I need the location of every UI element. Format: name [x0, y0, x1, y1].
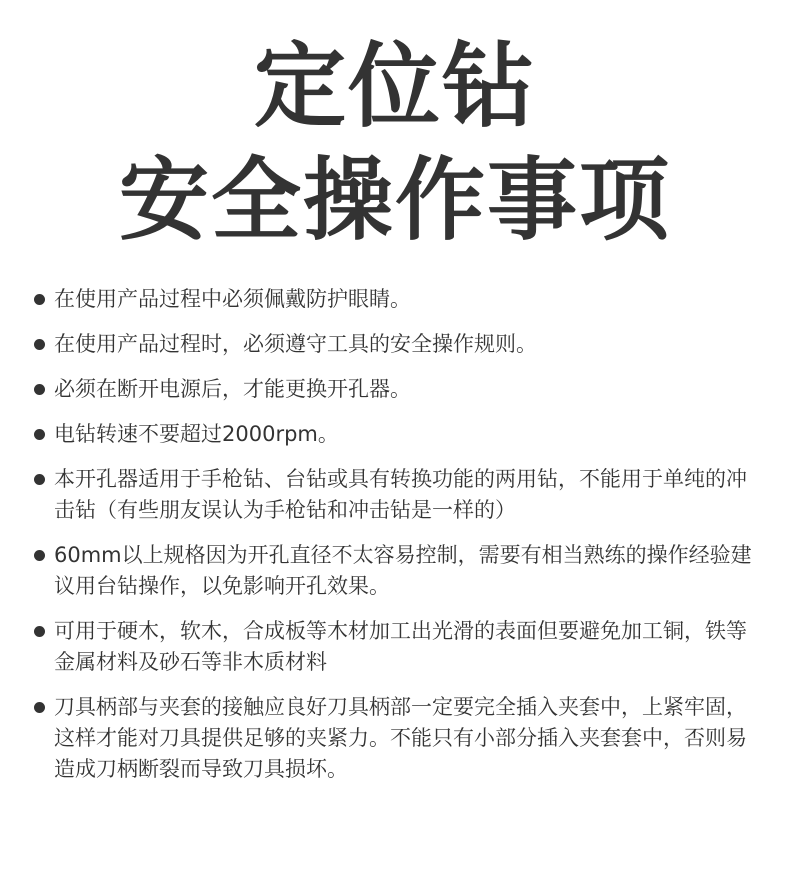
list-item-text: 本开孔器适用于手枪钻、台钻或具有转换功能的两用钻，不能用于单纯的冲击钻（有些朋友误认为手枪钻和冲击钻是一样的） [54, 467, 747, 522]
list-item-text: 必须在断开电源后，才能更换开孔器。 [54, 377, 411, 401]
page-title-line-2: 安全操作事项 [119, 148, 671, 253]
bullet-icon [34, 339, 45, 350]
list-item-text: 60mm以上规格因为开孔直径不太容易控制，需要有相当熟练的操作经验建议用台钻操作，以免影响开孔效果。 [54, 543, 752, 598]
list-item [30, 692, 760, 785]
list-item [30, 464, 760, 526]
list-item [30, 540, 760, 602]
bullet-icon [34, 384, 45, 395]
safety-items-list [30, 284, 760, 799]
bullet-icon [34, 474, 45, 485]
list-item [30, 329, 760, 360]
list-item-text: 电钻转速不要超过2000rpm。 [54, 422, 339, 446]
bullet-icon [34, 702, 45, 713]
list-item-text: 在使用产品过程中必须佩戴防护眼睛。 [54, 287, 411, 311]
bullet-icon [34, 429, 45, 440]
bullet-icon [34, 550, 45, 561]
list-item-text: 可用于硬木，软木，合成板等木材加工出光滑的表面但要避免加工铜，铁等金属材料及砂石等非木质材料 [54, 619, 747, 674]
list-item [30, 616, 760, 678]
bullet-icon [34, 626, 45, 637]
list-item-text: 在使用产品过程时，必须遵守工具的安全操作规则。 [54, 332, 537, 356]
page-title-line-1: 定位钻 [253, 33, 536, 140]
list-item-text: 刀具柄部与夹套的接触应良好刀具柄部一定要完全插入夹套中，上紧牢固，这样才能对刀具提供足够的夹紧力。不能只有小部分插入夹套套中，否则易造成刀柄断裂而导致刀具损坏。 [54, 695, 747, 781]
bullet-icon [34, 294, 45, 305]
list-item [30, 284, 760, 315]
list-item [30, 419, 760, 450]
list-item [30, 374, 760, 405]
